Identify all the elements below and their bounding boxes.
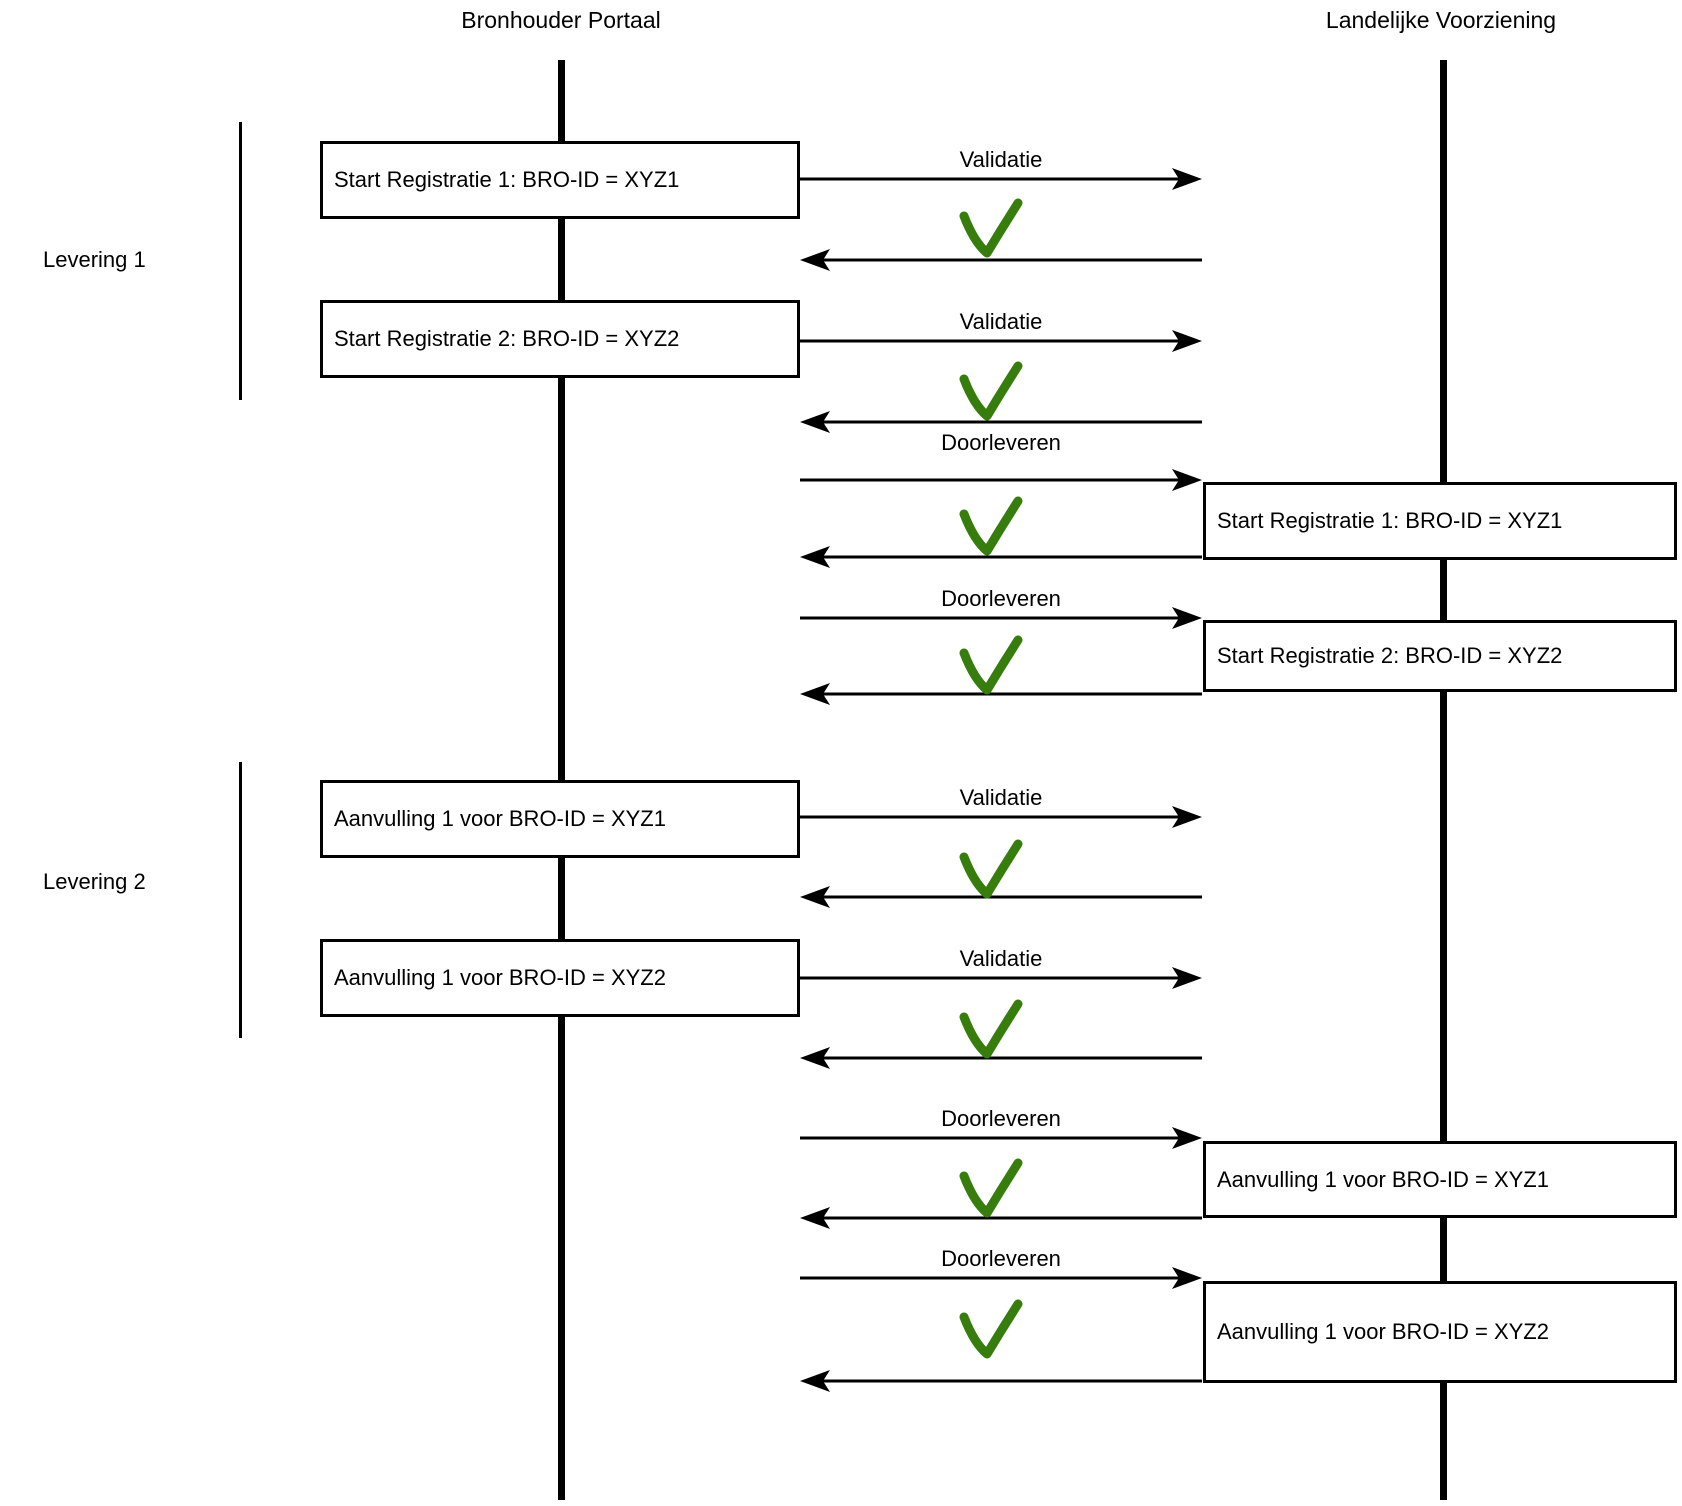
message-label-validatie: Validatie — [959, 147, 1043, 172]
message-label-doorleveren: Doorleveren — [941, 1246, 1061, 1271]
portal-message-label: Start Registratie 1: BRO-ID = XYZ1 — [334, 167, 680, 192]
check-icon — [964, 1004, 1018, 1054]
doorleveren-request-arrow — [800, 469, 1202, 491]
lv-message-label: Start Registratie 2: BRO-ID = XYZ2 — [1217, 643, 1563, 668]
message-label-validatie: Validatie — [959, 309, 1043, 334]
doorleveren-response-arrow — [800, 546, 1202, 568]
portal-message-box — [320, 780, 800, 858]
check-icon — [964, 501, 1018, 551]
check-icon — [964, 844, 1018, 894]
check-icon — [964, 366, 1018, 416]
portal-message-label: Aanvulling 1 voor BRO-ID = XYZ2 — [334, 965, 666, 990]
portal-message-label: Start Registratie 2: BRO-ID = XYZ2 — [334, 326, 680, 351]
lv-message-box — [1203, 620, 1677, 692]
lv-message-box — [1203, 1141, 1677, 1218]
levering-1-label: Levering 1 — [43, 247, 146, 272]
doorleveren-response-arrow — [800, 683, 1202, 705]
lv-message-label: Start Registratie 1: BRO-ID = XYZ1 — [1217, 508, 1563, 533]
check-icon — [964, 1304, 1018, 1354]
doorleveren-response-arrow — [800, 1370, 1202, 1392]
message-label-doorleveren: Doorleveren — [941, 430, 1061, 455]
portal-message-box — [320, 141, 800, 219]
portal-message-box — [320, 939, 800, 1017]
validatie-response-arrow — [800, 249, 1202, 271]
actor-title-bronhouder-portaal: Bronhouder Portaal — [461, 7, 661, 33]
check-icon — [964, 1163, 1018, 1213]
lv-message-label: Aanvulling 1 voor BRO-ID = XYZ2 — [1217, 1319, 1549, 1344]
lv-message-box — [1203, 1281, 1677, 1383]
validatie-response-arrow — [800, 1047, 1202, 1069]
check-icon — [964, 640, 1018, 690]
message-label-doorleveren: Doorleveren — [941, 1106, 1061, 1131]
doorleveren-response-arrow — [800, 1207, 1202, 1229]
validatie-response-arrow — [800, 886, 1202, 908]
levering-2-label: Levering 2 — [43, 869, 146, 894]
message-label-doorleveren: Doorleveren — [941, 586, 1061, 611]
lv-message-label: Aanvulling 1 voor BRO-ID = XYZ1 — [1217, 1166, 1549, 1192]
actor-title-landelijke-voorziening: Landelijke Voorziening — [1325, 7, 1557, 33]
check-icon — [964, 203, 1018, 253]
portal-message-box — [320, 300, 800, 378]
lv-message-box — [1203, 482, 1677, 560]
portal-message-label: Aanvulling 1 voor BRO-ID = XYZ1 — [334, 806, 666, 831]
message-label-validatie: Validatie — [959, 785, 1043, 810]
message-label-validatie: Validatie — [959, 946, 1043, 971]
